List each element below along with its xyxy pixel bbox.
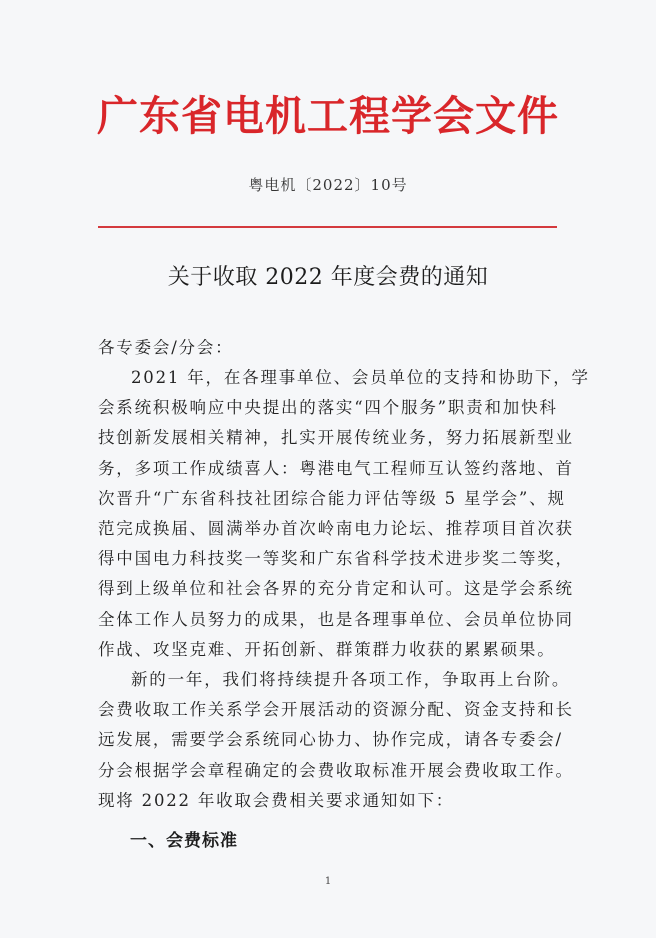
- paragraph-line: 范完成换届、圆满举办首次岭南电力论坛、推荐项目首次获: [98, 519, 574, 539]
- section-heading-fee-standard: 一、会费标准: [130, 831, 238, 851]
- paragraph-line: 得中国电力科技奖一等奖和广东省科学技术进步奖二等奖，: [98, 549, 574, 569]
- organization-header-title: 广东省电机工程学会文件: [97, 92, 559, 140]
- paragraph-line: 分会根据学会章程确定的会费收取标准开展会费收取工作。: [98, 760, 574, 780]
- paragraph-line: 得到上级单位和社会各界的充分肯定和认可。这是学会系统: [98, 579, 574, 599]
- paragraph-line: 会系统积极响应中央提出的落实“四个服务”职责和加快科: [98, 398, 558, 418]
- paragraph-line: 现将 2022 年收取会费相关要求通知如下：: [98, 790, 455, 810]
- paragraph-line: 新的一年，我们将持续提升各项工作，争取再上台阶。: [131, 670, 571, 689]
- paragraph-line: 技创新发展相关精神，扎实开展传统业务，努力拓展新型业: [98, 428, 574, 448]
- paragraph-line: 作战、攻坚克难、开拓创新、群策群力收获的累累硕果。: [98, 639, 556, 659]
- paragraph-line: 远发展，需要学会系统同心协力、协作完成，请各专委会/: [98, 730, 563, 750]
- paragraph-line: 务，多项工作成绩喜人：粤港电气工程师互认签约落地、首: [98, 458, 574, 478]
- page-number: 1: [324, 876, 332, 887]
- paragraph-line: 会费收取工作关系学会开展活动的资源分配、资金支持和长: [98, 700, 574, 720]
- paragraph-1: [98, 363, 590, 665]
- notice-title: 关于收取 2022 年度会费的通知: [167, 265, 489, 290]
- paragraph-line: 全体工作人员努力的成果，也是各理事单位、会员单位协同: [98, 609, 574, 629]
- paragraph-line: 次晋升“广东省科技社团综合能力评估等级 5 星学会”、规: [98, 488, 566, 508]
- paragraph-line: 2021 年，在各理事单位、会员单位的支持和协助下，学: [131, 368, 590, 387]
- document-number: 粤电机〔2022〕10号: [248, 176, 408, 194]
- red-header-divider: [98, 226, 557, 228]
- paragraph-2: [98, 665, 574, 816]
- salutation: 各专委会/分会：: [98, 338, 234, 357]
